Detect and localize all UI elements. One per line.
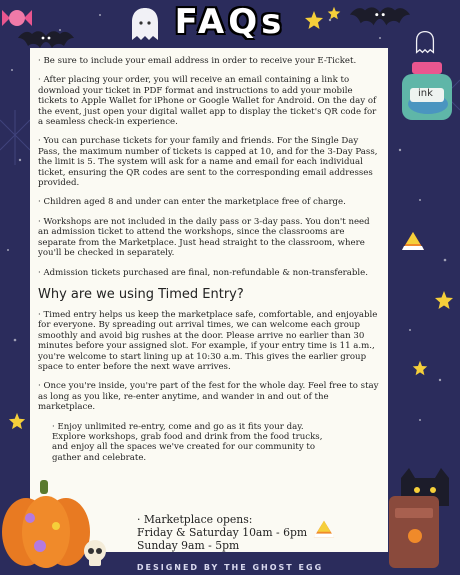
timed-entry-heading: Why are we using Timed Entry? [38,286,244,302]
faq-item: · Admission tickets purchased are final, non-refundable & non-transferable. [38,267,368,278]
faq-item: · You can purchase tickets for your family and friends. For the Single Day Pass, the maximum number of tickets is capped at 10, and for the 3-Day Pass, the limit is 5. The system will ask for a name and email for each individual ticket, ensuring the QR codes are sent to the corresponding email addresses provided. [38,136,378,189]
timed-entry-item: · Once you're inside, you're part of the fest for the whole day. Feel free to stay as long as you like, re-enter anytime, and wander in and out of the marketplace. [38,381,379,413]
bat-icon [350,2,410,38]
timed-entry-item: · Enjoy unlimited re-entry, come and go as it fits your day. Explore workshops, grab food and drink from the food trucks, and enjoy all the spaces we've created for our community to gather and celebrate. [52,421,323,463]
marketplace-hours [137,513,337,552]
timed-entry-item: · Timed entry helps us keep the marketplace safe, comfortable, and enjoyable for everyone. By spreading out arrival times, we can welcome each group smoothly and avoid big rushes at the door. Please arrive no earlier than 30 minutes before your assigned slot. For example, if your entry time is 11 a.m., you're welcome to start lining up at 10:30 a.m. This gives the earlier group space to enter before the next wave arrives. [38,309,378,372]
faq-item: · Children aged 8 and under can enter the marketplace free of charge. [38,197,346,208]
hours-label: · Marketplace opens: [137,513,253,526]
star-icon [8,412,26,430]
faq-item: · Workshops are not included in the daily pass or 3-day pass. You don't need an admission ticket to attend the workshops, since the classrooms are separate from the Marketplace. Just head straight to the classroom, where you'll be checked in separately. [38,216,370,259]
star-icon [412,360,428,376]
ink-jar-label: ink [418,88,433,99]
star-icon [327,6,341,20]
faq-item: · Be sure to include your email address in order to receive your E-Ticket. [38,56,357,66]
ghost-icon [128,6,162,42]
footer-credit: DESIGNED BY THE GHOST EGG [136,563,324,572]
ghost-icon [414,30,436,54]
candy-icon [2,6,32,30]
candy-corn-icon [312,518,336,540]
hours-sunday: Sunday 9am - 5pm [137,539,240,552]
faq-card [30,48,388,552]
pumpkin-icon [0,478,92,570]
notebook-icon [385,488,443,570]
page-title: FAQs [174,2,286,42]
hours-weekend: Friday & Saturday 10am - 6pm [137,526,308,539]
star-icon [434,290,454,310]
ink-jar [398,58,456,124]
star-icon [304,10,324,30]
faq-item: · After placing your order, you will receive an email containing a link to download your ticket in PDF format and instructions to add your mobile tickets to Apple Wallet for iPhone or Google Wallet for Android. On the day of the event, just open your digital wallet app to display the ticket's QR code for a seamless check-in experience. [38,75,377,128]
candy-corn-icon [400,230,426,252]
